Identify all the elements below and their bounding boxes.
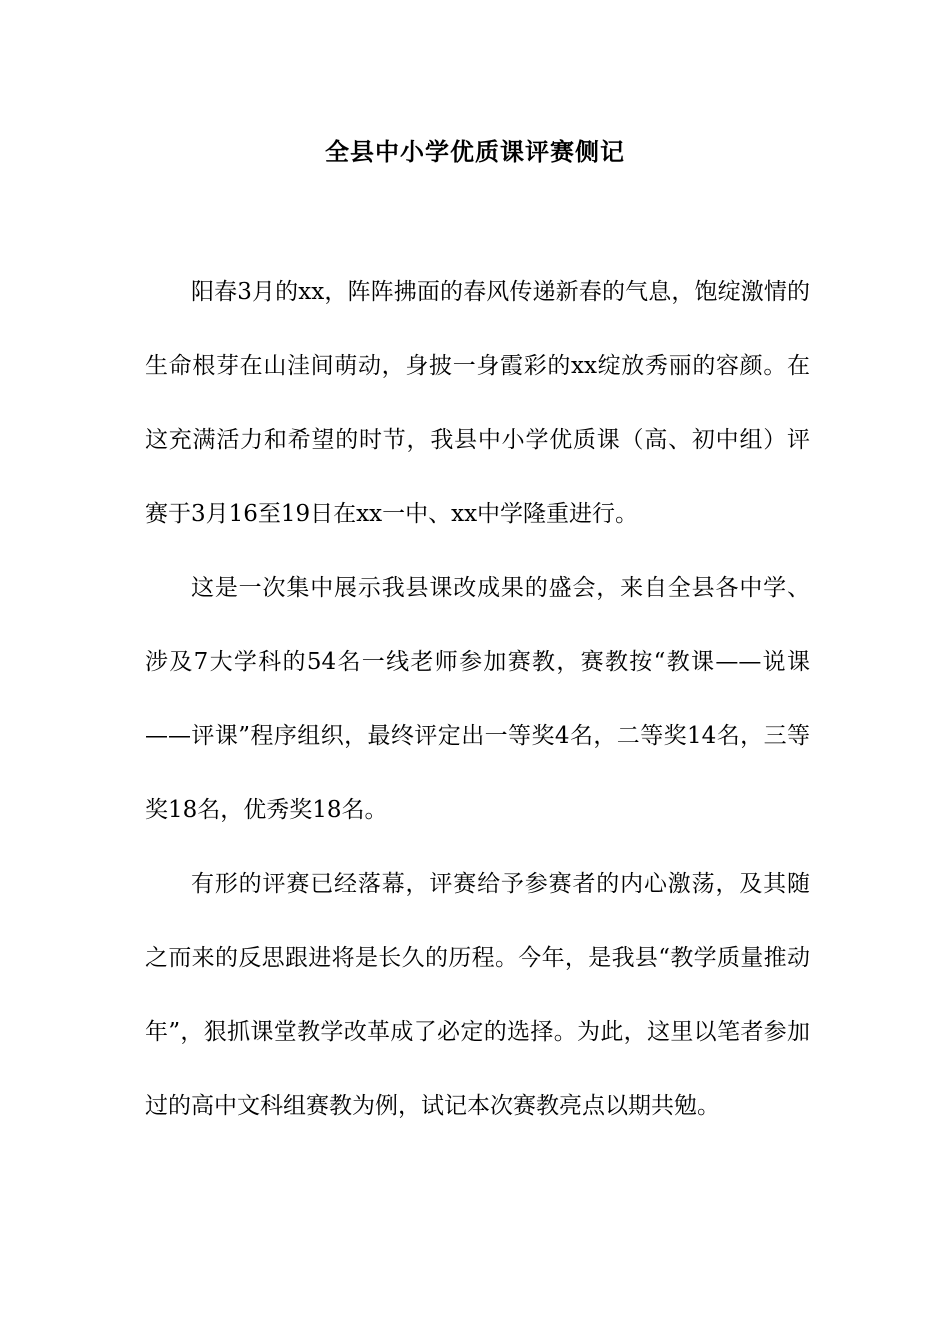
document-title: 全县中小学优质课评赛侧记	[325, 137, 625, 166]
paragraph-3: 有形的评赛已经落幕，评赛给予参赛者的内心激荡，及其随之而来的反思跟进将是长久的历程。今年，是我县“教学质量推动年”，狠抓课堂教学改革成了必定的选择。为此，这里以笔者参加过的高中文科组赛教为例，试记本次赛教亮点以期共勉。	[145, 871, 810, 1119]
document-body	[145, 255, 810, 1143]
paragraph-1: 阳春3月的xx，阵阵拂面的春风传递新春的气息，饱绽激情的生命根芽在山洼间萌动，身披一身霞彩的xx绽放秀丽的容颜。在这充满活力和希望的时节，我县中小学优质课（高、初中组）评赛于3月16至19日在xx一中、xx中学隆重进行。	[145, 279, 810, 527]
paragraph-2: 这是一次集中展示我县课改成果的盛会，来自全县各中学、涉及7大学科的54名一线老师参加赛教，赛教按“教课——说课——评课”程序组织，最终评定出一等奖4名，二等奖14名，三等奖18名，优秀奖18名。	[145, 575, 810, 823]
